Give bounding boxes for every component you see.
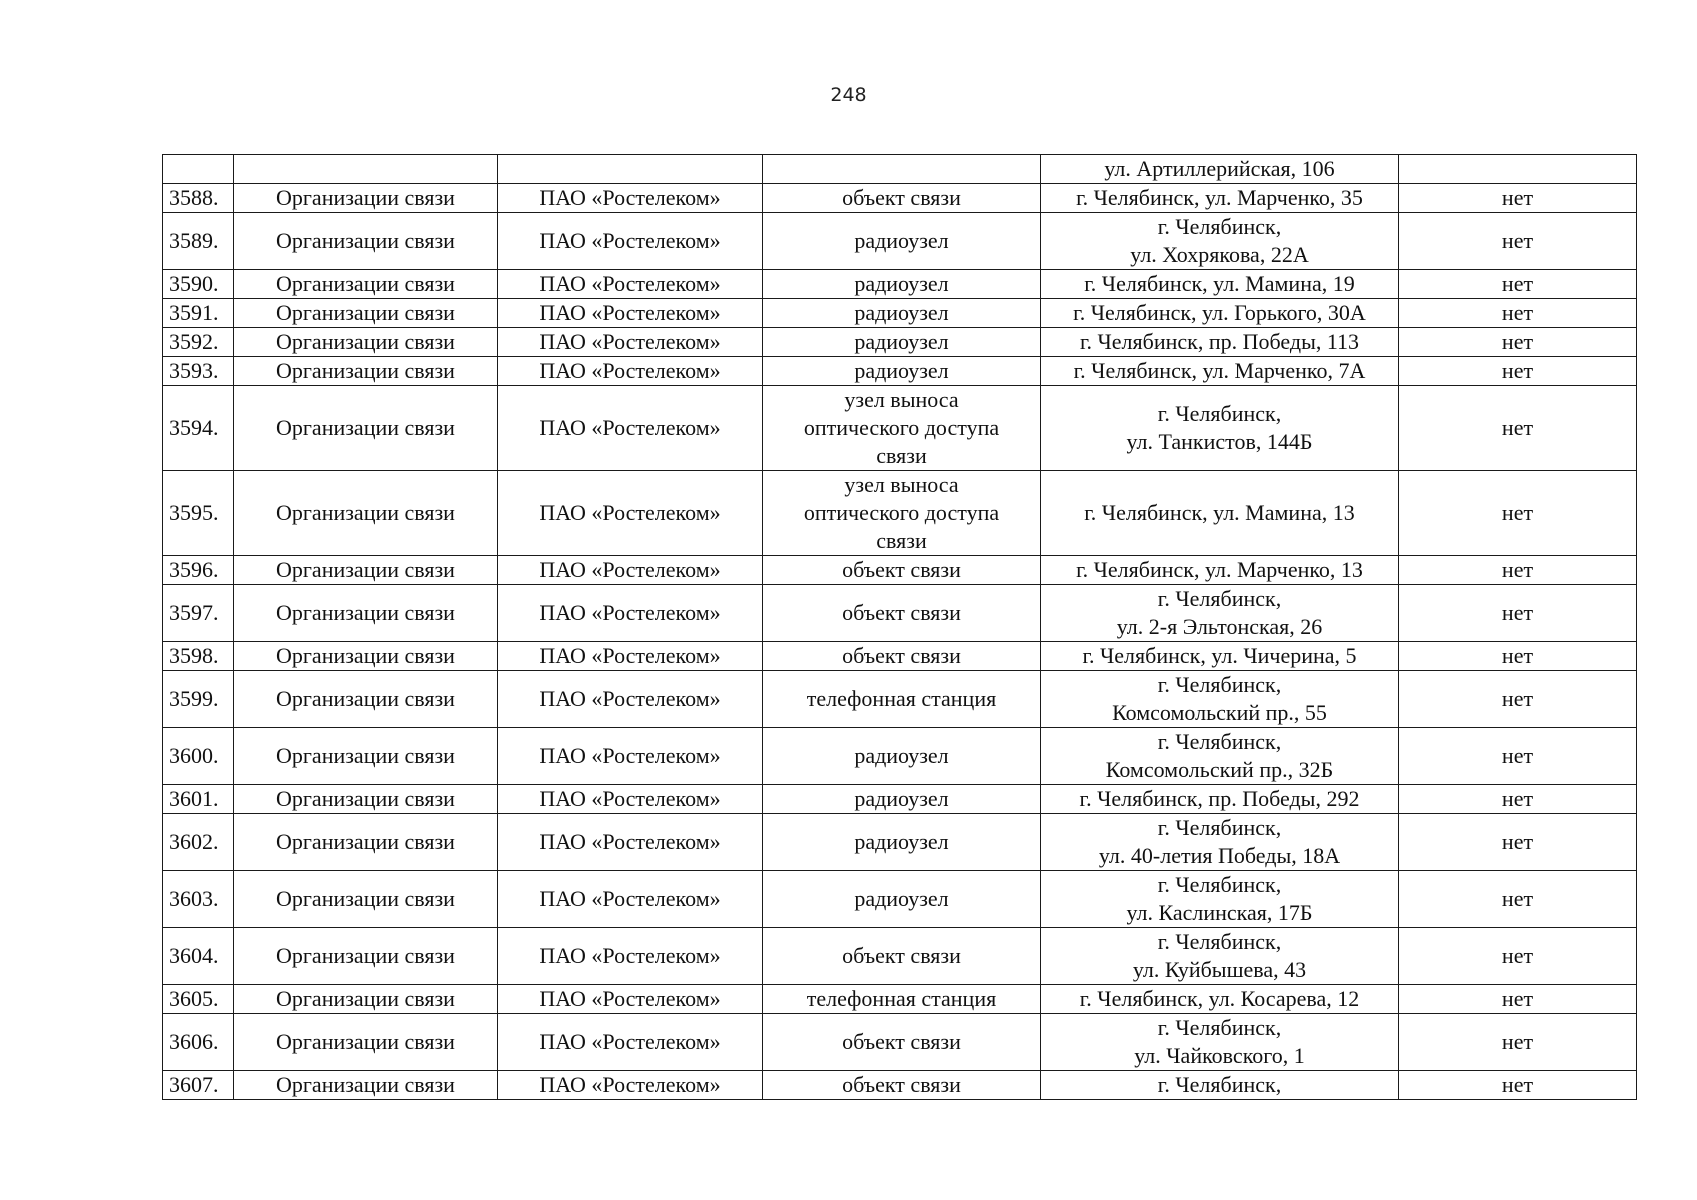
organization-cell: ПАО «Ростелеком» xyxy=(498,785,763,814)
organization-cell: ПАО «Ростелеком» xyxy=(498,184,763,213)
row-number: 3592. xyxy=(163,328,234,357)
table-row xyxy=(163,871,1637,928)
table-row xyxy=(163,928,1637,985)
object-type-cell: объект связи xyxy=(763,928,1041,985)
address-cell: г. Челябинск, пр. Победы, 113 xyxy=(1041,328,1399,357)
organization-cell: ПАО «Ростелеком» xyxy=(498,386,763,471)
note-cell: нет xyxy=(1399,871,1637,928)
object-type-cell: радиоузел xyxy=(763,814,1041,871)
table-row xyxy=(163,585,1637,642)
category-cell: Организации связи xyxy=(234,985,498,1014)
organization-cell: ПАО «Ростелеком» xyxy=(498,213,763,270)
note-cell: нет xyxy=(1399,928,1637,985)
note-cell: нет xyxy=(1399,814,1637,871)
category-cell: Организации связи xyxy=(234,871,498,928)
note-cell: нет xyxy=(1399,671,1637,728)
note-cell: нет xyxy=(1399,184,1637,213)
note-cell: нет xyxy=(1399,328,1637,357)
note-cell: нет xyxy=(1399,270,1637,299)
address-cell: г. Челябинск, ул. Каслинская, 17Б xyxy=(1041,871,1399,928)
address-cell: г. Челябинск, ул. Чичерина, 5 xyxy=(1041,642,1399,671)
object-type-cell: телефонная станция xyxy=(763,985,1041,1014)
table-row xyxy=(163,184,1637,213)
row-number: 3605. xyxy=(163,985,234,1014)
note-cell: нет xyxy=(1399,471,1637,556)
note-cell: нет xyxy=(1399,556,1637,585)
address-cell: г. Челябинск, ул. Чайковского, 1 xyxy=(1041,1014,1399,1071)
object-type-cell: телефонная станция xyxy=(763,671,1041,728)
category-cell: Организации связи xyxy=(234,471,498,556)
note-cell: нет xyxy=(1399,213,1637,270)
note-cell: нет xyxy=(1399,1014,1637,1071)
note-cell: нет xyxy=(1399,299,1637,328)
table-row xyxy=(163,270,1637,299)
address-cell: г. Челябинск, ул. Хохрякова, 22А xyxy=(1041,213,1399,270)
object-type-cell: радиоузел xyxy=(763,328,1041,357)
organization-cell: ПАО «Ростелеком» xyxy=(498,328,763,357)
row-number: 3590. xyxy=(163,270,234,299)
organization-cell: ПАО «Ростелеком» xyxy=(498,642,763,671)
address-cell: г. Челябинск, ул. Мамина, 19 xyxy=(1041,270,1399,299)
organization-cell: ПАО «Ростелеком» xyxy=(498,357,763,386)
row-number: 3602. xyxy=(163,814,234,871)
row-number: 3597. xyxy=(163,585,234,642)
table-row xyxy=(163,642,1637,671)
table-row xyxy=(163,1071,1637,1100)
table-row xyxy=(163,671,1637,728)
organization-cell: ПАО «Ростелеком» xyxy=(498,871,763,928)
organization-cell: ПАО «Ростелеком» xyxy=(498,471,763,556)
table-row xyxy=(163,213,1637,270)
object-type-cell: радиоузел xyxy=(763,270,1041,299)
organization-cell: ПАО «Ростелеком» xyxy=(498,985,763,1014)
category-cell xyxy=(234,155,498,184)
category-cell: Организации связи xyxy=(234,814,498,871)
object-type-cell: радиоузел xyxy=(763,357,1041,386)
address-cell: г. Челябинск, ул. Косарева, 12 xyxy=(1041,985,1399,1014)
row-number: 3606. xyxy=(163,1014,234,1071)
page-number: 248 xyxy=(830,84,867,106)
registry-table xyxy=(162,154,1637,1100)
note-cell xyxy=(1399,155,1637,184)
organization-cell: ПАО «Ростелеком» xyxy=(498,270,763,299)
note-cell: нет xyxy=(1399,357,1637,386)
note-cell: нет xyxy=(1399,728,1637,785)
organization-cell: ПАО «Ростелеком» xyxy=(498,556,763,585)
organization-cell: ПАО «Ростелеком» xyxy=(498,671,763,728)
table-row xyxy=(163,328,1637,357)
table-row xyxy=(163,155,1637,184)
address-cell: г. Челябинск, ул. Марченко, 35 xyxy=(1041,184,1399,213)
address-cell: г. Челябинск, ул. 2-я Эльтонская, 26 xyxy=(1041,585,1399,642)
address-cell: г. Челябинск, ул. Мамина, 13 xyxy=(1041,471,1399,556)
object-type-cell: радиоузел xyxy=(763,871,1041,928)
row-number xyxy=(163,155,234,184)
address-cell: г. Челябинск, Комсомольский пр., 32Б xyxy=(1041,728,1399,785)
address-cell: г. Челябинск, ул. Куйбышева, 43 xyxy=(1041,928,1399,985)
row-number: 3607. xyxy=(163,1071,234,1100)
object-type-cell: объект связи xyxy=(763,1071,1041,1100)
object-type-cell: объект связи xyxy=(763,1014,1041,1071)
object-type-cell: объект связи xyxy=(763,556,1041,585)
address-cell: ул. Артиллерийская, 106 xyxy=(1041,155,1399,184)
organization-cell: ПАО «Ростелеком» xyxy=(498,1014,763,1071)
organization-cell: ПАО «Ростелеком» xyxy=(498,728,763,785)
object-type-cell: радиоузел xyxy=(763,213,1041,270)
table-row xyxy=(163,386,1637,471)
organization-cell: ПАО «Ростелеком» xyxy=(498,814,763,871)
category-cell: Организации связи xyxy=(234,671,498,728)
note-cell: нет xyxy=(1399,985,1637,1014)
object-type-cell: радиоузел xyxy=(763,299,1041,328)
table-row xyxy=(163,814,1637,871)
object-type-cell xyxy=(763,155,1041,184)
object-type-cell: узел выноса оптического доступа связи xyxy=(763,386,1041,471)
organization-cell xyxy=(498,155,763,184)
row-number: 3588. xyxy=(163,184,234,213)
address-cell: г. Челябинск, ул. Танкистов, 144Б xyxy=(1041,386,1399,471)
note-cell: нет xyxy=(1399,1071,1637,1100)
address-cell: г. Челябинск, ул. 40-летия Победы, 18А xyxy=(1041,814,1399,871)
category-cell: Организации связи xyxy=(234,386,498,471)
row-number: 3598. xyxy=(163,642,234,671)
address-cell: г. Челябинск, ул. Марченко, 13 xyxy=(1041,556,1399,585)
table-row xyxy=(163,1014,1637,1071)
category-cell: Организации связи xyxy=(234,357,498,386)
row-number: 3604. xyxy=(163,928,234,985)
address-cell: г. Челябинск, Комсомольский пр., 55 xyxy=(1041,671,1399,728)
category-cell: Организации связи xyxy=(234,213,498,270)
row-number: 3599. xyxy=(163,671,234,728)
object-type-cell: радиоузел xyxy=(763,728,1041,785)
category-cell: Организации связи xyxy=(234,184,498,213)
row-number: 3601. xyxy=(163,785,234,814)
category-cell: Организации связи xyxy=(234,556,498,585)
object-type-cell: объект связи xyxy=(763,585,1041,642)
category-cell: Организации связи xyxy=(234,728,498,785)
organization-cell: ПАО «Ростелеком» xyxy=(498,299,763,328)
category-cell: Организации связи xyxy=(234,1014,498,1071)
address-cell: г. Челябинск, ул. Горького, 30А xyxy=(1041,299,1399,328)
category-cell: Организации связи xyxy=(234,270,498,299)
row-number: 3596. xyxy=(163,556,234,585)
row-number: 3594. xyxy=(163,386,234,471)
row-number: 3603. xyxy=(163,871,234,928)
row-number: 3593. xyxy=(163,357,234,386)
note-cell: нет xyxy=(1399,585,1637,642)
category-cell: Организации связи xyxy=(234,642,498,671)
table-row xyxy=(163,357,1637,386)
table-row xyxy=(163,471,1637,556)
row-number: 3600. xyxy=(163,728,234,785)
table-row xyxy=(163,556,1637,585)
address-cell: г. Челябинск, ул. Марченко, 7А xyxy=(1041,357,1399,386)
table-row xyxy=(163,985,1637,1014)
category-cell: Организации связи xyxy=(234,1071,498,1100)
address-cell: г. Челябинск, пр. Победы, 292 xyxy=(1041,785,1399,814)
note-cell: нет xyxy=(1399,642,1637,671)
category-cell: Организации связи xyxy=(234,585,498,642)
object-type-cell: узел выноса оптического доступа связи xyxy=(763,471,1041,556)
category-cell: Организации связи xyxy=(234,328,498,357)
table-row xyxy=(163,785,1637,814)
row-number: 3589. xyxy=(163,213,234,270)
note-cell: нет xyxy=(1399,386,1637,471)
object-type-cell: радиоузел xyxy=(763,785,1041,814)
address-cell: г. Челябинск, xyxy=(1041,1071,1399,1100)
category-cell: Организации связи xyxy=(234,299,498,328)
category-cell: Организации связи xyxy=(234,785,498,814)
organization-cell: ПАО «Ростелеком» xyxy=(498,1071,763,1100)
category-cell: Организации связи xyxy=(234,928,498,985)
row-number: 3595. xyxy=(163,471,234,556)
table-row xyxy=(163,299,1637,328)
organization-cell: ПАО «Ростелеком» xyxy=(498,585,763,642)
object-type-cell: объект связи xyxy=(763,184,1041,213)
row-number: 3591. xyxy=(163,299,234,328)
note-cell: нет xyxy=(1399,785,1637,814)
organization-cell: ПАО «Ростелеком» xyxy=(498,928,763,985)
object-type-cell: объект связи xyxy=(763,642,1041,671)
table-row xyxy=(163,728,1637,785)
